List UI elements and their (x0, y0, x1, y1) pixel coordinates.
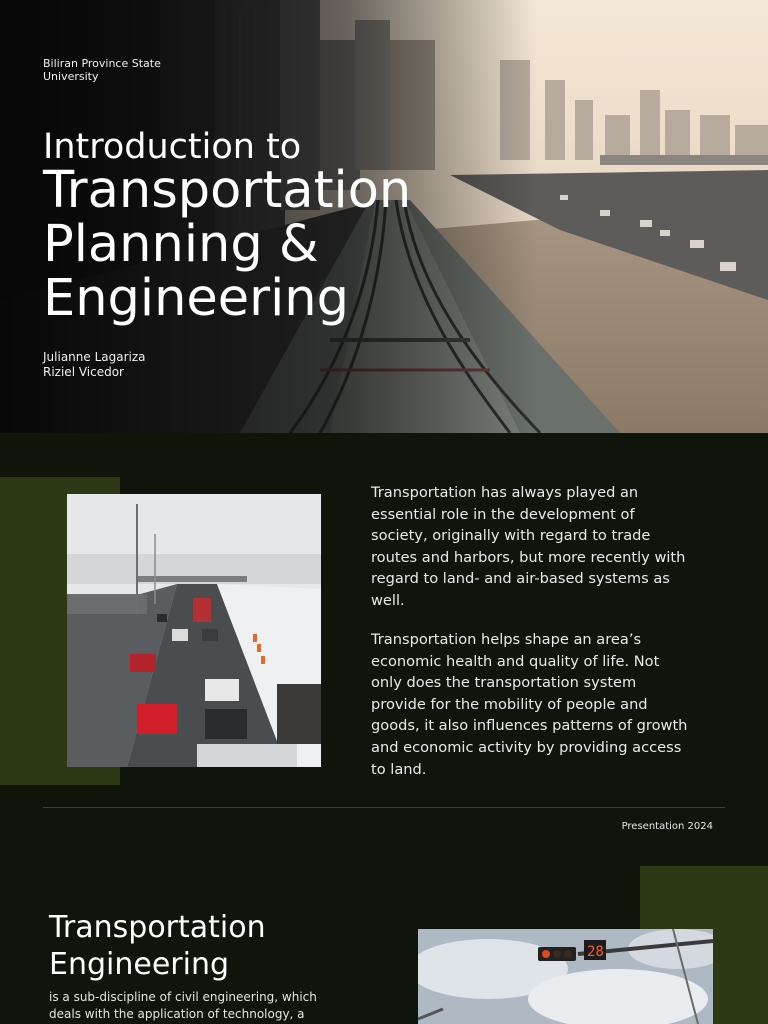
section-body: is a sub-discipline of civil engineering, which deals with the application of technology, a (49, 990, 317, 1021)
authors (43, 350, 146, 380)
author-name: Riziel Vicedor (43, 365, 124, 379)
paragraph: Transportation has always played an essential role in the development of society, originally with regard to trade routes and harbors, but more recently with regard to land- and air-based systems as well. (371, 484, 686, 609)
signal-countdown: 28 (587, 944, 604, 960)
intro-line: Introduction to (43, 127, 302, 167)
section-heading: Transportation Engineering (49, 910, 266, 982)
divider (43, 807, 725, 808)
snowy-highway-photo (67, 494, 321, 767)
page-title: Transportation Planning & Engineering (43, 161, 412, 328)
footer-label: Presentation 2024 (621, 821, 713, 832)
traffic-signal-photo (418, 929, 713, 1024)
engineering-section (0, 853, 768, 1024)
paragraph: Transportation helps shape an area’s economic health and quality of life. Not only does the transportation system provide for the mobility of people and goods, it also influences patterns of growth and economic activity by providing access to land. (371, 631, 688, 778)
hero-banner (0, 0, 768, 433)
about-section (0, 433, 768, 853)
author-name: Julianne Lagariza (43, 350, 146, 364)
university-name: Biliran Province State University (43, 57, 161, 83)
